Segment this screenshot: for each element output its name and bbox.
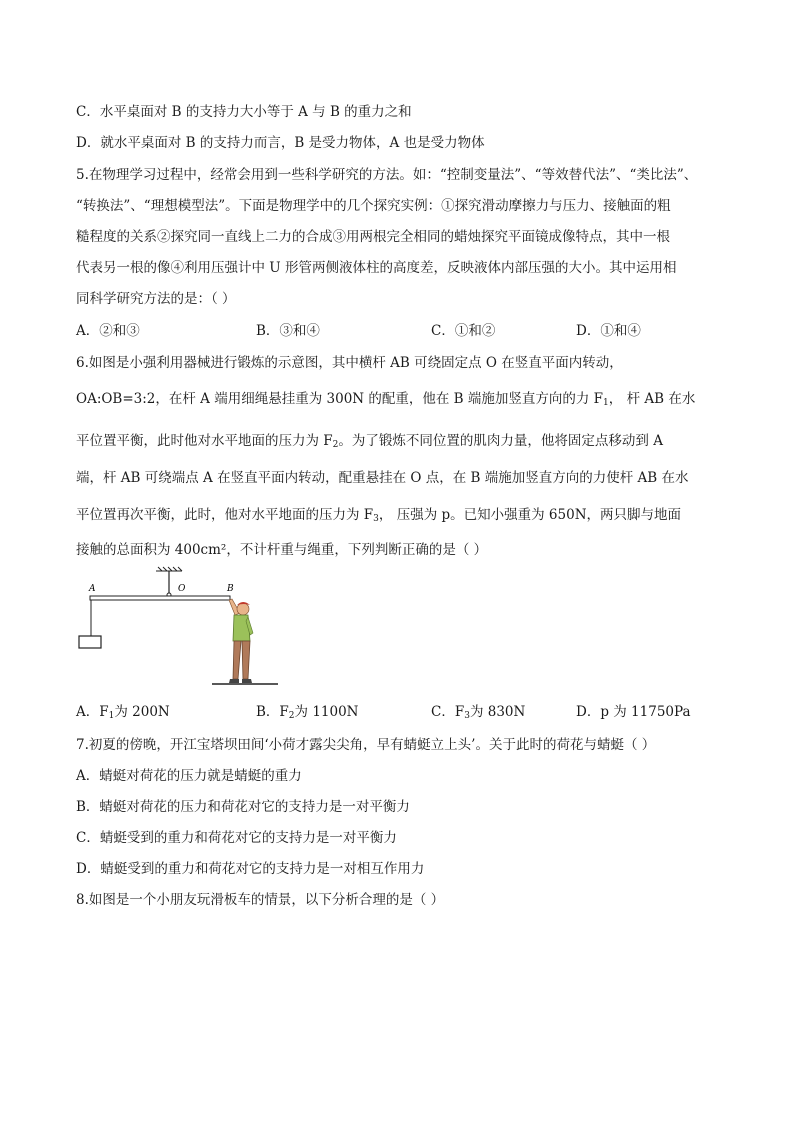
q5-stem-line-4: 代表另一根的像④利用压强计中 U 形管两侧液体柱的高度差，反映液体内部压强的大小。其中运用相 [76,260,677,276]
q4-option-d: D．就水平桌面对 B 的支持力而言，B 是受力物体，A 也是受力物体 [76,135,485,151]
q6-option-b: B．$F_2$为 1100N [256,704,359,721]
q6-stem-line-5: 平位置再次平衡，此时，他对水平地面的压力为 $F_3$， 压强为 p。已知小强重为 650N，两只脚与地面 [76,507,682,524]
q5-option-b: B．③和④ [256,323,320,339]
q6-stem-line-3: 平位置平衡，此时他对水平地面的压力为 $F_2$。为了锻炼不同位置的肌肉力量，他将固定点移动到 A [76,433,663,450]
q5-stem-line-1: 5.在物理学习过程中，经常会用到一些科学研究的方法。如：“控制变量法”、“等效替代法”、“类比法”、 [76,167,698,183]
q6-options [76,703,716,721]
q5-option-a: A．②和③ [76,323,140,339]
label-a: A [89,584,96,594]
q6-stem-line-6: 接触的总面积为 400cm²，不计杆重与绳重，下列判断正确的是（ ） [76,542,488,558]
q6-stem-line-4: 端，杆 AB 可绕端点 A 在竖直平面内转动，配重悬挂在 O 点，在 B 端施加竖直方向的力使杆 AB 在水 [76,470,689,486]
q5-stem-line-3: 糙程度的关系②探究同一直线上二力的合成③用两根完全相同的蜡烛探究平面镜成像特点，其中一根 [76,229,670,245]
ceiling-hatch [156,567,182,571]
label-b: B [227,584,234,594]
lever-bar [90,596,230,600]
counterweight [79,636,101,648]
q7-option-a: A．蜻蜓对荷花的压力就是蜻蜓的重力 [76,768,302,784]
q7-option-d: D．蜻蜓受到的重力和荷花对它的支持力是一对相互作用力 [76,861,425,877]
q7-stem: 7.初夏的傍晚，开江宝塔坝田间‘小荷才露尖尖角，早有蜻蜓立上头’。关于此时的荷花与蜻蜓（ ） [76,737,656,753]
q5-options [76,322,716,340]
q7-option-c: C．蜻蜓受到的重力和荷花对它的支持力是一对平衡力 [76,830,397,846]
q5-stem-line-2: “转换法”、“理想模型法”。下面是物理学中的几个探究实例：①探究滑动摩擦力与压力、接触面的粗 [76,198,671,214]
person-figure [229,599,253,683]
q5-option-c: C．①和② [431,323,496,339]
q6-stem-line-1: 6.如图是小强利用器械进行锻炼的示意图，其中横杆 AB 可绕固定点 O 在竖直平面内转动， [76,355,623,371]
q5-option-d: D．①和④ [576,323,641,339]
q6-lever-figure [72,563,292,688]
q5-stem-line-5: 同科学研究方法的是：（ ） [76,291,236,307]
q4-option-c: C．水平桌面对 B 的支持力大小等于 A 与 B 的重力之和 [76,104,412,120]
label-o: O [178,584,186,594]
q8-stem: 8.如图是一个小朋友玩滑板车的情景，以下分析合理的是（ ） [76,892,445,908]
q7-option-b: B．蜻蜓对荷花的压力和荷花对它的支持力是一对平衡力 [76,799,410,815]
q6-option-c: C．$F_3$为 830N [431,704,526,721]
q6-option-a: A．$F_1$为 200N [76,704,170,721]
q6-option-d: D．p 为 11750Pa [576,704,691,720]
q6-stem-line-2: OA:OB=3:2，在杆 A 端用细绳悬挂重为 300N 的配重，他在 B 端施加竖直方向的力 $F_1$， 杆 AB 在水 [76,391,696,408]
